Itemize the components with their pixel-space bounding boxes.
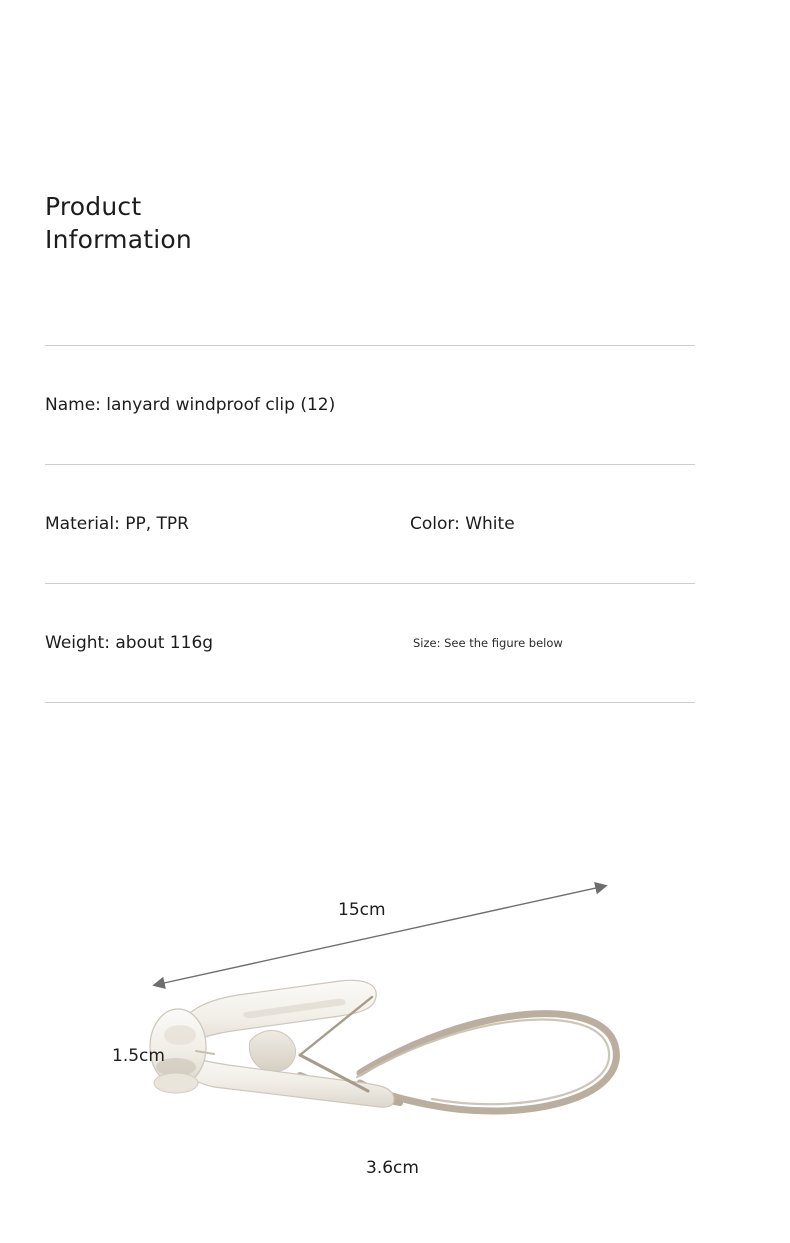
- dimension-label-height: 1.5cm: [112, 1046, 165, 1066]
- dimension-label-width: 3.6cm: [366, 1158, 419, 1178]
- specification-table: [45, 345, 695, 703]
- page-title: [45, 190, 192, 256]
- page-title-line-2: Information: [45, 225, 192, 254]
- spec-size-value: Size: See the figure below: [413, 636, 563, 650]
- table-divider-bottom: [45, 702, 695, 703]
- spec-color-value: Color: White: [410, 514, 515, 534]
- spec-material-value: Material: PP, TPR: [45, 514, 189, 534]
- product-figure: [0, 855, 790, 1215]
- table-row: [45, 465, 695, 583]
- dimension-label-length: 15cm: [338, 900, 386, 920]
- table-row: [45, 346, 695, 464]
- table-row: [45, 584, 695, 702]
- page-title-line-1: Product: [45, 192, 142, 221]
- spec-name-value: Name: lanyard windproof clip (12): [45, 395, 336, 415]
- spec-weight-value: Weight: about 116g: [45, 633, 214, 653]
